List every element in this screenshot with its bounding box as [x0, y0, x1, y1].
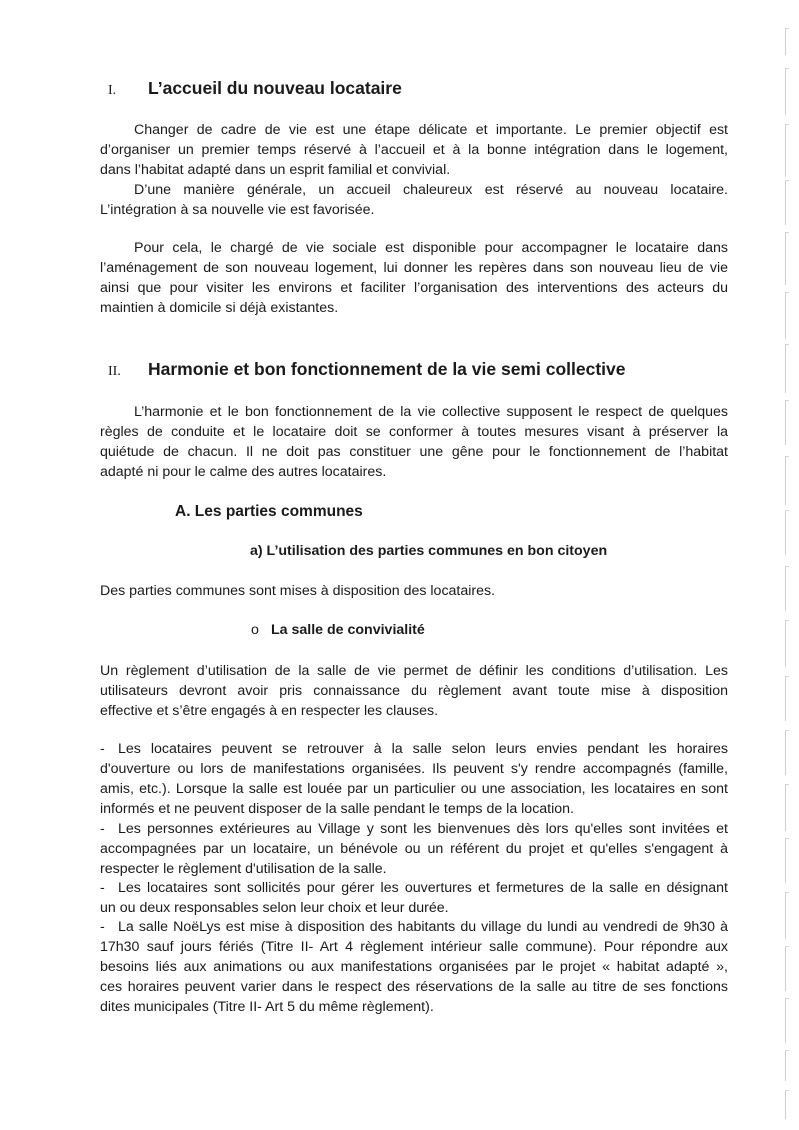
- list-line: [100, 878, 728, 898]
- dash-marker: -: [100, 880, 105, 896]
- dash-marker: -: [100, 919, 105, 935]
- scan-mark: [785, 292, 789, 339]
- scan-mark: [785, 676, 789, 721]
- scan-mark: [785, 998, 789, 1043]
- text-line: Un règlement d’utilisation de la salle de vie permet de définir les conditions d’utilisation. Les: [100, 663, 728, 679]
- salle-title: La salle de convivialité: [271, 622, 425, 638]
- dash-list-item-1: [100, 739, 728, 819]
- scan-mark: [785, 946, 789, 991]
- list-line: dites municipales (Titre II- Art 5 du même règlement).: [100, 999, 434, 1015]
- scan-mark: [785, 1090, 789, 1119]
- parties-communes-text: Des parties communes sont mises à disposition des locataires.: [100, 583, 496, 599]
- scan-mark: [785, 28, 789, 55]
- section-1-paragraph-3: [100, 238, 728, 318]
- text-line: Changer de cadre de vie est une étape délicate et importante. Le premier objectif est: [134, 122, 728, 138]
- list-line: [100, 819, 728, 839]
- scan-mark: [785, 456, 789, 505]
- list-line: amis, etc.). Lorsque la salle est louée par un particulier ou une association, les locataires en sont: [100, 781, 728, 797]
- text-line: L’intégration à sa nouvelle vie est favorisée.: [100, 202, 375, 218]
- scan-mark: [785, 232, 789, 285]
- reglement-paragraph: [100, 661, 728, 721]
- scan-mark: [785, 892, 789, 939]
- list-line: d'ouverture ou lors de manifestations organisées. Ils peuvent s'y rendre accompagnés (famille,: [100, 761, 728, 777]
- salle-heading: [251, 622, 425, 638]
- text-line: l’aménagement de son nouveau logement, lui donner les repères dans son nouveau lieu de vie: [100, 260, 728, 276]
- scan-mark: [785, 344, 789, 393]
- dash-list-item-3: [100, 878, 728, 918]
- section-2-number: II.: [108, 364, 121, 379]
- list-line: besoins liés aux animations ou aux manifestations organisées par le projet « habitat adapté »,: [100, 959, 728, 975]
- text-line: dans l’habitat adapté dans un esprit familial et convivial.: [100, 162, 451, 178]
- scan-mark: [785, 68, 789, 115]
- text-line: d’organiser un premier temps réservé à l’accueil et à la bonne intégration dans le logement,: [100, 142, 728, 158]
- list-line: [100, 739, 728, 759]
- text-line: adapté ni pour le calme des autres locataires.: [100, 464, 387, 480]
- scan-mark: [785, 180, 789, 225]
- scan-mark: [785, 620, 789, 667]
- dash-list-item-2: [100, 819, 728, 879]
- scan-mark: [785, 510, 789, 555]
- list-line: ces horaires peuvent varier dans le respect des réservations de la salle au titre de ses fonctions: [100, 979, 728, 995]
- list-line: un ou deux responsables selon leur choix et leur durée.: [100, 900, 449, 916]
- text-line: quiétude de chacun. Il ne doit pas constituer une gêne pour le fonctionnement de l’habitat: [100, 444, 728, 460]
- text-line: maintien à domicile si déjà existantes.: [100, 300, 339, 316]
- section-2-heading: [108, 359, 625, 380]
- dash-marker: -: [100, 741, 105, 757]
- section-2-title: Harmonie et bon fonctionnement de la vie semi collective: [148, 359, 626, 379]
- text-line: D’une manière générale, un accueil chaleureux est réservé au nouveau locataire.: [134, 182, 728, 198]
- subsection-a-a-heading: a) L’utilisation des parties communes en bon citoyen: [250, 543, 608, 559]
- list-line: [100, 917, 728, 937]
- scan-mark: [785, 730, 789, 775]
- list-line: informés et ne peuvent disposer de la salle pendant le temps de la location.: [100, 801, 574, 817]
- list-text: La salle NoëLys est mise à disposition des habitants du village du lundi au vendredi de 9h30 à: [118, 919, 728, 935]
- scan-mark: [785, 566, 789, 611]
- list-line: accompagnées par un locataire, un bénévole ou un référent du projet et qu'elles s'engagent à: [100, 841, 728, 857]
- text-line: L’harmonie et le bon fonctionnement de la vie collective supposent le respect de quelques: [134, 404, 728, 420]
- text-line: ainsi que pour visiter les environs et faciliter l’organisation des interventions des acteurs du: [100, 280, 728, 296]
- scan-edge-marks: [773, 20, 789, 1120]
- subsection-a-heading: A. Les parties communes: [175, 503, 363, 520]
- list-text: Les locataires peuvent se retrouver à la salle selon leurs envies pendant les horaires: [118, 741, 728, 757]
- list-line: 17h30 sauf jours fériés (Titre II- Art 4 règlement intérieur salle commune). Pour répondre aux: [100, 939, 728, 955]
- text-line: règles de conduite et le locataire doit se conformer à toutes mesures visant à préserver la: [100, 424, 728, 440]
- scan-mark: [785, 400, 789, 445]
- section-1-title: L’accueil du nouveau locataire: [148, 78, 402, 98]
- scan-mark: [785, 784, 789, 831]
- dash-list-item-4: [100, 917, 728, 1017]
- list-text: Les locataires sont sollicités pour gérer les ouvertures et fermetures de la salle en désignant: [118, 880, 728, 896]
- text-line: utilisateurs devront avoir pris connaissance du règlement avant toute mise à disposition: [100, 683, 728, 699]
- text-line: Pour cela, le chargé de vie sociale est disponible pour accompagner le locataire dans: [134, 240, 728, 256]
- section-1-paragraph-1: [100, 120, 728, 180]
- scan-mark: [785, 1050, 789, 1081]
- scan-mark: [785, 124, 789, 177]
- list-text: Les personnes extérieures au Village y sont les bienvenues dès lors qu'elles sont invitées et: [118, 821, 728, 837]
- list-line: respecter le règlement d'utilisation de la salle.: [100, 861, 387, 877]
- dash-marker: -: [100, 821, 105, 837]
- section-1-heading: [108, 78, 402, 99]
- section-1-number: I.: [108, 83, 117, 98]
- section-1-paragraph-2: [100, 180, 728, 220]
- text-line: effective et s’être engagés à en respecter les clauses.: [100, 703, 439, 719]
- scan-mark: [785, 838, 789, 883]
- section-2-paragraph-1: [100, 402, 728, 482]
- bullet-circle-icon: o: [251, 622, 259, 638]
